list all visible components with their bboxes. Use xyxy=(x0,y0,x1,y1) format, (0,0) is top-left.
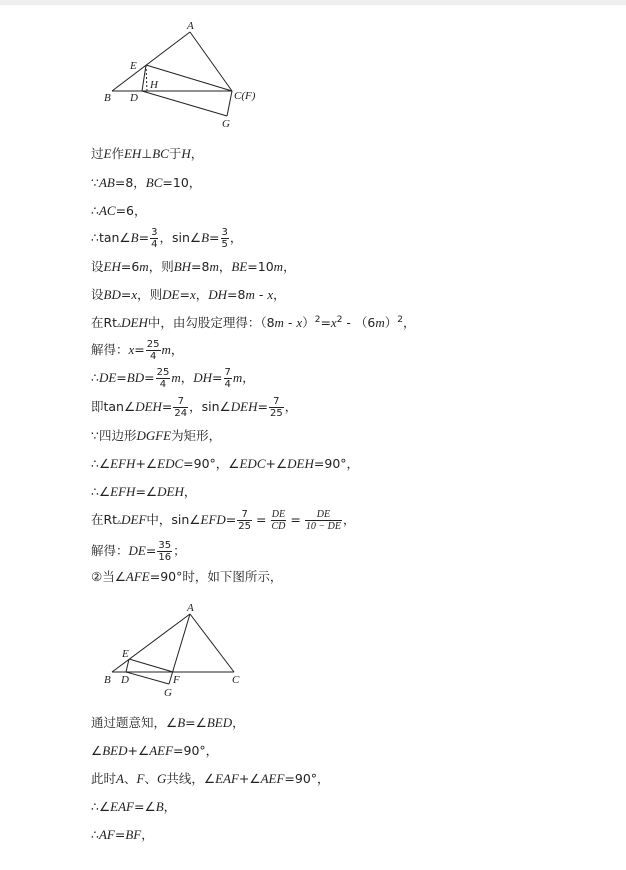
fraction-3-4: $\frac{3}{4}$ xyxy=(151,227,158,250)
solution-line-11: ∵四边形DGFE为矩形， xyxy=(91,428,222,443)
segment-AC xyxy=(190,614,234,672)
segment-BA xyxy=(112,614,190,672)
fraction-7-24: $\frac{7}{24}$ xyxy=(174,396,188,419)
solution-line-13: ∴∠EFH=∠DEH， xyxy=(91,484,197,499)
fraction-25-4: $\frac{25}{4}$ xyxy=(146,339,160,362)
label-D: D xyxy=(130,92,138,104)
geometry-figure-1 xyxy=(100,15,270,130)
solution-line-9: ∴DE=BD= $\frac{25}{4}$ m，DH= $\frac{7}{4}$ m， xyxy=(91,367,255,390)
segment-ED xyxy=(142,65,146,91)
segment-EH xyxy=(146,65,147,91)
label-C: C xyxy=(232,674,240,686)
fraction-3-5: $\frac{3}{5}$ xyxy=(221,227,228,250)
label-A: A xyxy=(187,602,194,614)
label-B: B xyxy=(104,92,111,104)
solution-line-21: ∴AF=BF， xyxy=(91,827,154,842)
solution-line-1: 过E作EH⊥BC于H， xyxy=(91,146,204,161)
solution-line-3: ∴AC=6， xyxy=(91,203,147,218)
fraction-de-10-minus-de: $\frac{DE}{10 - DE}$ xyxy=(305,509,341,532)
label-G: G xyxy=(222,118,230,130)
solution-line-18: ∠BED+∠AEF=90°， xyxy=(91,743,219,758)
solution-line-15: 解得：DE= $\frac{35}{16}$ ； xyxy=(91,540,186,563)
solution-line-20: ∴∠EAF=∠B， xyxy=(91,799,177,814)
fraction-de-cd: $\frac{DE}{CD}$ xyxy=(271,509,286,532)
segment-DG xyxy=(142,91,227,116)
label-F: F xyxy=(173,674,180,686)
fraction-7-25b: $\frac{7}{25}$ xyxy=(238,509,252,532)
label-E: E xyxy=(122,648,129,660)
top-divider-bar xyxy=(0,0,626,5)
label-H: H xyxy=(150,79,158,91)
segment-DG xyxy=(126,672,169,684)
label-B: B xyxy=(104,674,111,686)
solution-line-5: 设EH=6m，则BH=8m，BE=10m， xyxy=(91,259,296,274)
solution-line-7: 在Rt▵DEH中，由勾股定理得：$(8m - x)^2=x^2 - (6m)^2$， xyxy=(91,314,416,330)
geometry-figure-2 xyxy=(100,598,250,700)
solution-line-14: 在Rt▵DEF中，sin∠EFD= $\frac{7}{25}$ = $\frac{DE}{CD}$ = $\frac{DE}{10 - DE}$ ， xyxy=(91,509,356,532)
fraction-35-16: $\frac{35}{16}$ xyxy=(158,540,172,563)
label-CF: C(F) xyxy=(234,90,256,102)
label-G: G xyxy=(164,687,172,699)
solution-line-4: ∴tan∠B= $\frac{3}{4}$ ，sin∠B= $\frac{3}{5}$ ， xyxy=(91,227,243,250)
fraction-7-25: $\frac{7}{25}$ xyxy=(269,396,283,419)
solution-line-19: 此时A、F、G共线，∠EAF+∠AEF=90°， xyxy=(91,771,330,786)
label-A: A xyxy=(187,20,194,32)
solution-line-2: ∵AB=8，BC=10， xyxy=(91,175,202,190)
segment-AC xyxy=(190,32,232,91)
segment-CG xyxy=(227,91,232,116)
fraction-7-4: $\frac{7}{4}$ xyxy=(224,367,231,390)
solution-line-8: 解得：x= $\frac{25}{4}$ m， xyxy=(91,339,184,362)
label-E: E xyxy=(130,60,137,72)
segment-EC xyxy=(146,65,232,91)
solution-line-10: 即tan∠DEH= $\frac{7}{24}$ ，sin∠DEH= $\frac{7}{25}$ ， xyxy=(91,396,298,419)
solution-line-17: 通过题意知，∠B=∠BED， xyxy=(91,715,245,730)
solution-line-12: ∴∠EFH+∠EDC=90°，∠EDC+∠DEH=90°， xyxy=(91,456,360,471)
segment-EF xyxy=(129,659,173,672)
label-D: D xyxy=(121,674,129,686)
solution-line-6: 设BD=x，则DE=x，DH=8m - x， xyxy=(91,287,286,302)
solution-line-16: ②当∠AFE=90°时，如下图所示， xyxy=(91,569,283,584)
fraction-25-4b: $\frac{25}{4}$ xyxy=(156,367,170,390)
